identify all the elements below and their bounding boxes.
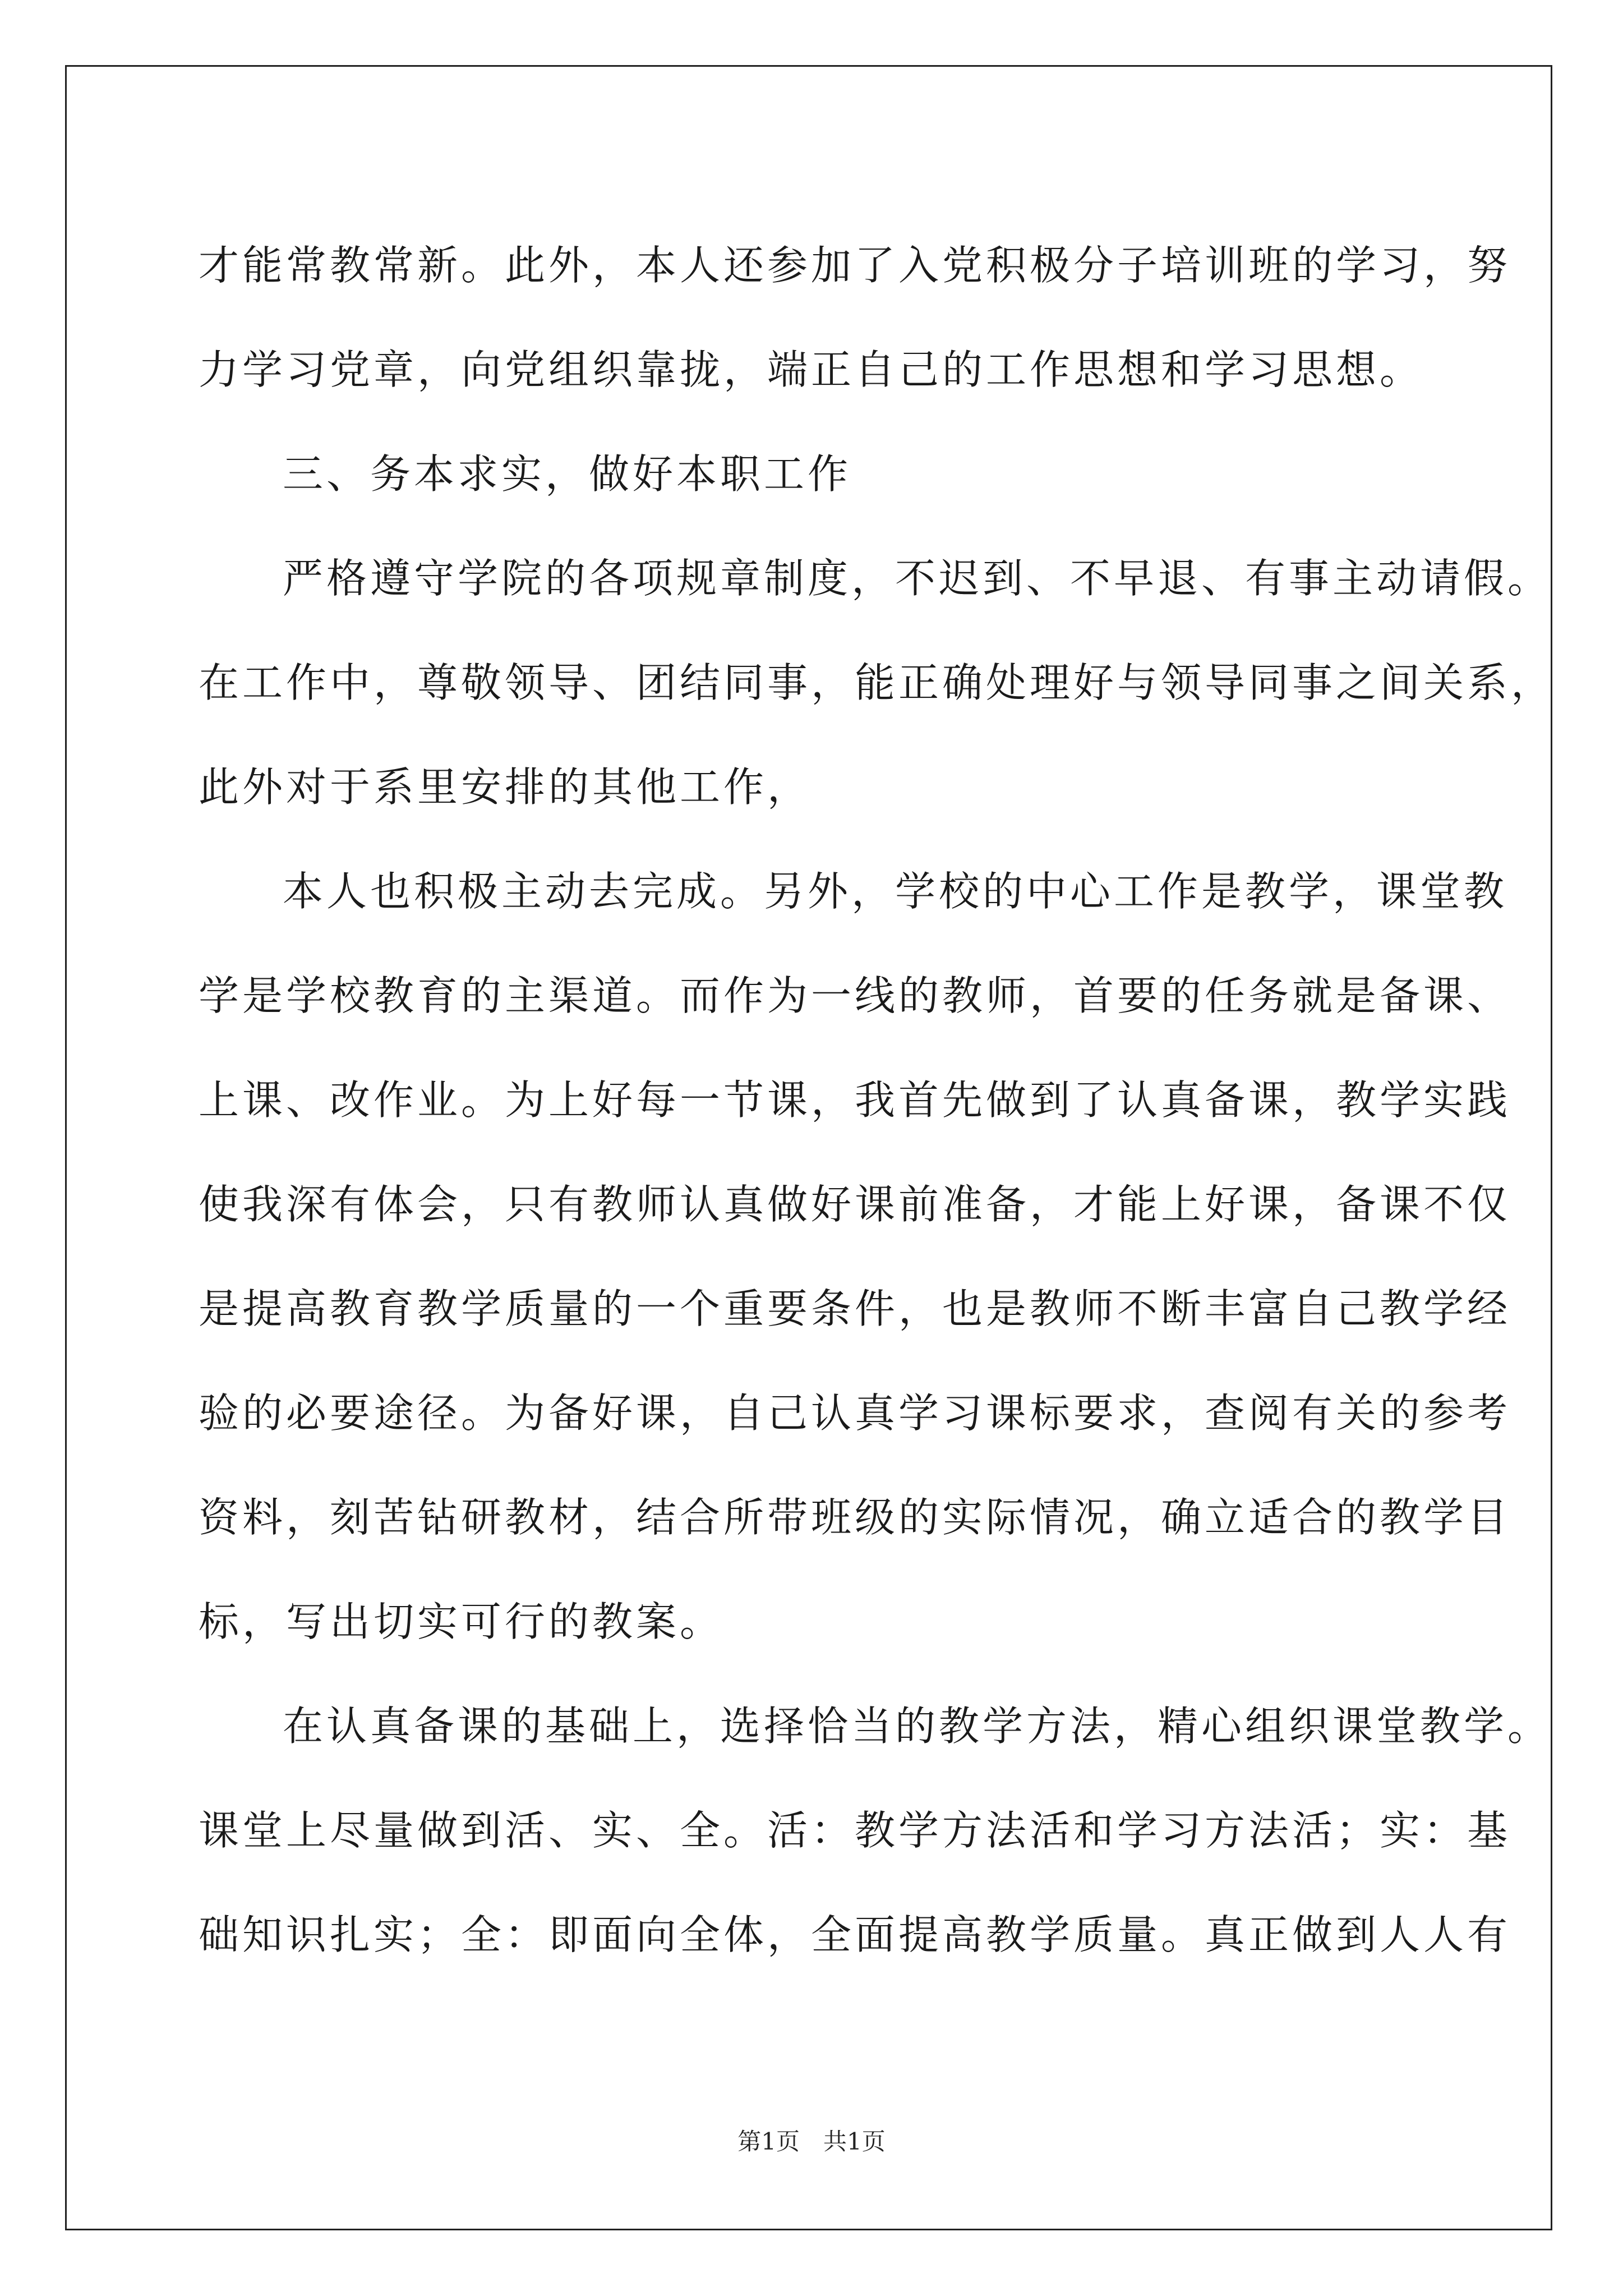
document-body (199, 213, 1555, 1987)
paragraph-4 (199, 1674, 1552, 1987)
text-line: 验的必要途径。为备好课，自己认真学习课标要求，查阅有关的参考 (199, 1389, 1511, 1437)
text-line: 是提高教育教学质量的一个重要条件，也是教师不断丰富自己教学经 (199, 1285, 1511, 1332)
text-line: 课堂上尽量做到活、实、全。活：教学方法活和学习方法活；实：基 (199, 1807, 1511, 1854)
text-line: 此外对于系里安排的其他工作， (199, 763, 811, 811)
text-line: 本人也积极主动去完成。另外，学校的中心工作是教学，课堂教 (283, 868, 1508, 915)
text-line: 严格遵守学院的各项规章制度，不迟到、不早退、有事主动请假。 (283, 555, 1552, 602)
text-line: 资料，刻苦钻研教材，结合所带班级的实际情况，确立适合的教学目 (199, 1494, 1511, 1541)
section-heading (199, 422, 1432, 526)
text-line: 才能常教常新。此外，本人还参加了入党积极分子培训班的学习，努 (199, 242, 1511, 289)
text-line: 在工作中，尊敬领导、团结同事，能正确处理好与领导同事之间关系， (199, 659, 1555, 706)
paragraph-1 (199, 213, 1511, 422)
paragraph-2 (199, 526, 1555, 839)
text-line: 使我深有体会，只有教师认真做好课前准备，才能上好课，备课不仅 (199, 1181, 1511, 1228)
text-line: 上课、改作业。为上好每一节课，我首先做到了认真备课，教学实践 (199, 1076, 1511, 1124)
text-line: 础知识扎实；全：即面向全体，全面提高教学质量。真正做到人人有 (199, 1911, 1511, 1958)
text-line: 在认真备课的基础上，选择恰当的教学方法，精心组织课堂教学。 (283, 1703, 1552, 1750)
paragraph-3 (199, 839, 1511, 1674)
page-footer: 第1页 共1页 (737, 2128, 886, 2155)
heading-line: 三、务本求实，做好本职工作 (283, 450, 852, 498)
text-line: 标，写出切实可行的教案。 (199, 1598, 724, 1645)
text-line: 学是学校教育的主渠道。而作为一线的教师，首要的任务就是备课、 (199, 972, 1511, 1019)
text-line: 力学习党章，向党组织靠拢，端正自己的工作思想和学习思想。 (199, 346, 1424, 393)
